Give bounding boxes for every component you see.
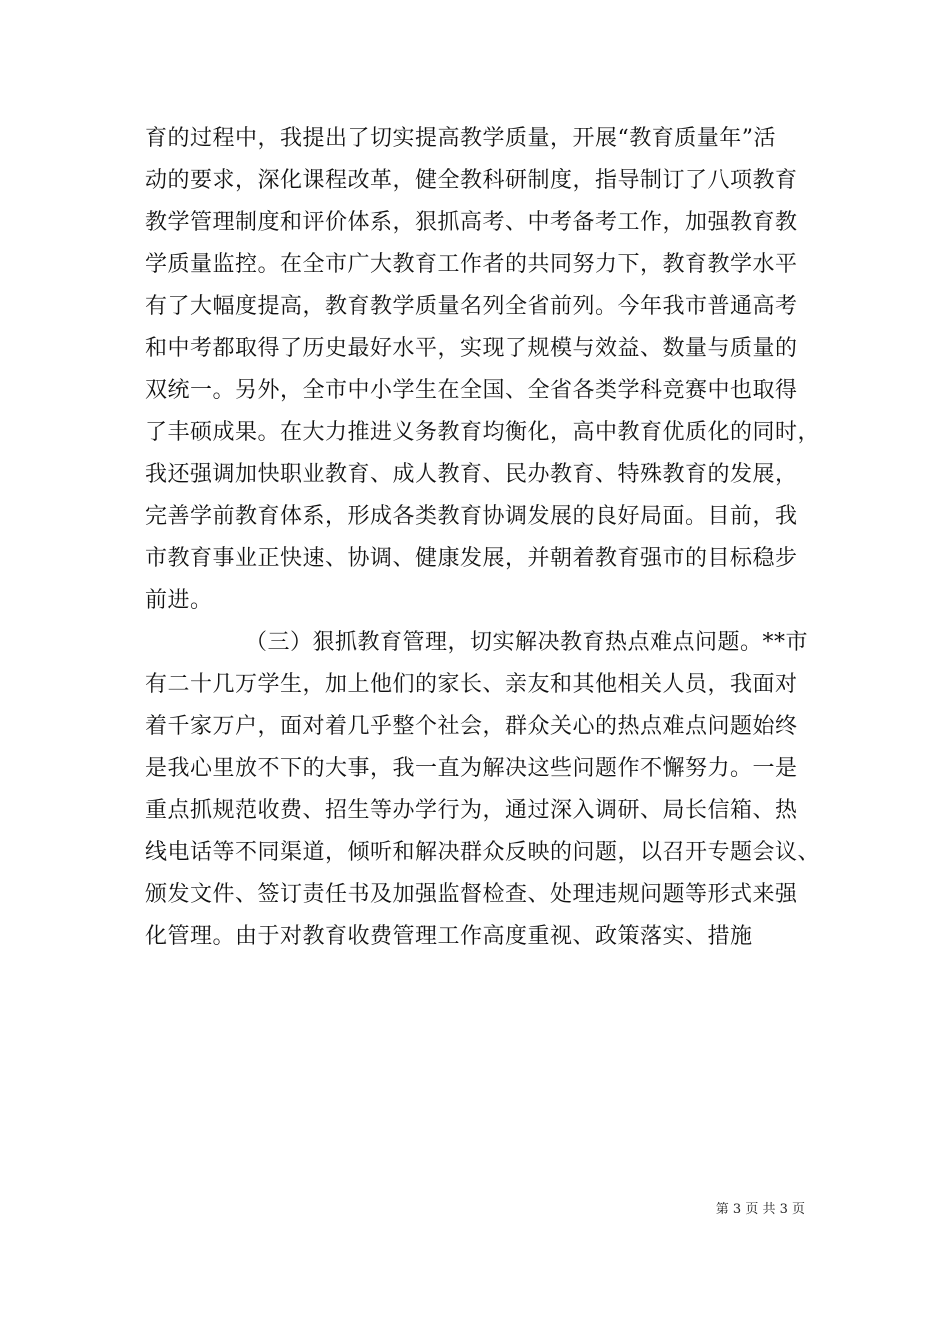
text-line: 着千家万户，面对着几乎整个社会，群众关心的热点难点问题始终 [145,714,798,739]
text-line: 教学管理制度和评价体系，狠抓高考、中考备考工作，加强教育教 [145,210,798,235]
text-line: 完善学前教育体系，形成各类教育协调发展的良好局面。目前，我 [145,504,798,529]
page-number: 第 3 页 共 3 页 [715,1202,805,1217]
text-line: 我还强调加快职业教育、成人教育、民办教育、特殊教育的发展， [145,462,798,487]
text-line: 市教育事业正快速、协调、健康发展，并朝着教育强市的目标稳步 [145,546,798,571]
text-line: 重点抓规范收费、招生等办学行为，通过深入调研、局长信箱、热 [145,798,798,823]
text-line: 颁发文件、签订责任书及加强监督检查、处理违规问题等形式来强 [145,882,798,907]
text-line: 是我心里放不下的大事，我一直为解决这些问题作不懈努力。一是 [145,756,798,781]
text-line: 双统一。另外，全市中小学生在全国、全省各类学科竞赛中也取得 [145,378,798,403]
section-heading-line: （三）狠抓教育管理，切实解决教育热点难点问题。**市 [245,630,809,655]
text-line: 前进。 [145,588,213,613]
text-line: 有了大幅度提高，教育教学质量名列全省前列。今年我市普通高考 [145,294,798,319]
text-line: 化管理。由于对教育收费管理工作高度重视、政策落实、措施 [145,924,753,949]
text-line: 线电话等不同渠道，倾听和解决群众反映的问题，以召开专题会议、 [145,840,821,865]
text-line: 育的过程中，我提出了切实提高教学质量，开展“教育质量年”活 [145,126,776,151]
text-line: 和中考都取得了历史最好水平，实现了规模与效益、数量与质量的 [145,336,798,361]
text-line: 了丰硕成果。在大力推进义务教育均衡化，高中教育优质化的同时， [145,420,821,445]
text-line: 有二十几万学生，加上他们的家长、亲友和其他相关人员，我面对 [145,672,798,697]
text-line: 动的要求，深化课程改革，健全教科研制度，指导制订了八项教育 [145,168,798,193]
body-text [145,118,845,958]
text-line: 学质量监控。在全市广大教育工作者的共同努力下，教育教学水平 [145,252,798,277]
